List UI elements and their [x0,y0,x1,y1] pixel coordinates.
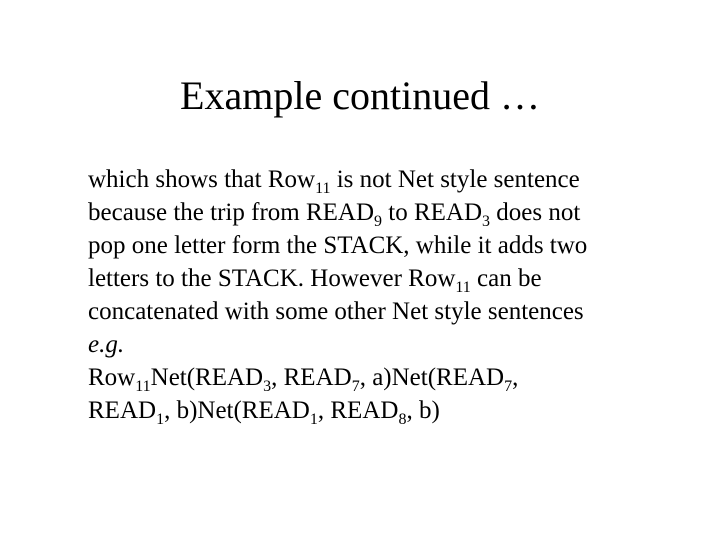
body-text: , [512,364,519,391]
body-line [88,229,688,262]
body-text: which shows that Row [88,166,316,193]
body-text: , b) [406,397,440,424]
body-line [88,394,688,427]
slide-title: Example continued … [180,73,540,118]
subscript: 11 [135,378,151,395]
body-text: pop one letter form the STACK, while it adds two [88,232,588,259]
subscript: 3 [482,213,491,230]
body-text: , b)Net(READ [164,397,310,424]
subscript: 1 [156,411,165,428]
body-text: letters to the STACK. However Row [88,265,456,292]
body-line [88,361,688,394]
body-text: , READ [317,397,399,424]
body-text: READ [88,397,157,424]
body-text: is not Net style sentence [330,166,580,193]
body-line [88,328,688,361]
body-line [88,196,688,229]
subscript: 11 [315,180,331,197]
body-text: to READ [382,199,483,226]
subscript: 11 [455,279,471,296]
body-text: concatenated with some other Net style sentences [88,298,584,325]
body-line [88,163,688,196]
slide-body [88,163,688,427]
subscript: 1 [309,411,318,428]
body-text: e.g. [88,331,125,358]
body-text: does not [490,199,581,226]
body-line [88,262,688,295]
subscript: 3 [263,378,272,395]
subscript: 9 [374,213,383,230]
body-text: because the trip from READ [88,199,375,226]
subscript: 8 [398,411,407,428]
body-text: Net(READ [150,364,264,391]
body-text: Row [88,364,136,391]
body-text: can be [470,265,542,292]
body-text: , READ [271,364,352,391]
subscript: 7 [504,378,513,395]
body-text: , a)Net(READ [359,364,505,391]
subscript: 7 [351,378,360,395]
body-line [88,295,688,328]
